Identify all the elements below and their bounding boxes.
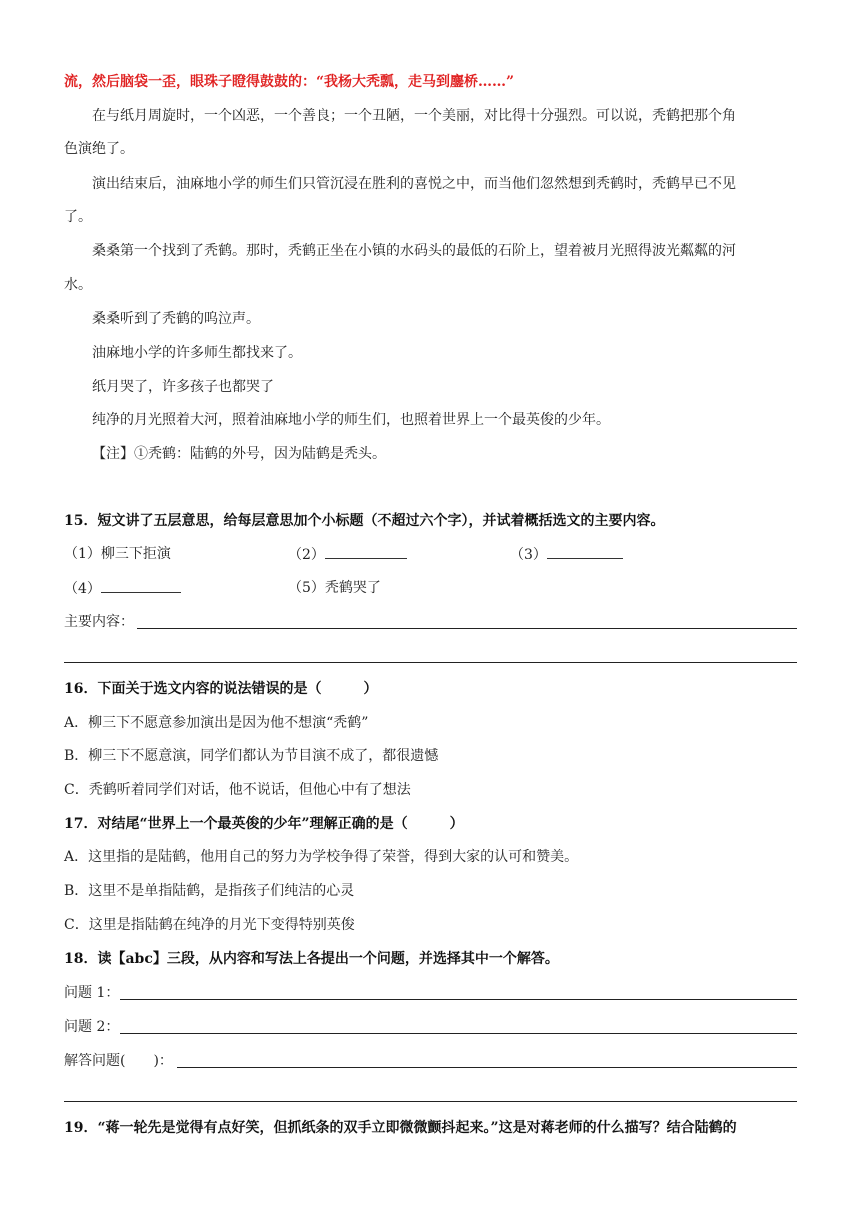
q17-option-c[interactable]: C．这里是指陆鹤在纯净的月光下变得特别英俊 bbox=[64, 917, 355, 933]
q18-answer-label: 解答问题( )： bbox=[64, 1053, 173, 1069]
q18-question-1-line[interactable] bbox=[120, 999, 797, 1000]
q15-answer-line-2[interactable] bbox=[64, 662, 797, 663]
q15-item-2-label: （2） bbox=[288, 547, 325, 563]
q15-item-4-label: （4） bbox=[64, 581, 101, 597]
q18-answer-line-2[interactable] bbox=[64, 1101, 797, 1102]
passage-paragraph-3: 桑桑第一个找到了秃鹤。那时，秃鹤正坐在小镇的水码头的最低的石阶上，望着被月光照得波光粼粼的河 bbox=[92, 243, 736, 259]
question-15-stem: 15．短文讲了五层意思，给每层意思加个小标题（不超过六个字），并试着概括选文的主要内容。 bbox=[64, 513, 665, 529]
passage-paragraph-6: 纸月哭了，许多孩子也都哭了 bbox=[92, 379, 274, 395]
q16-option-c[interactable]: C．秃鹤听着同学们对话，他不说话，但他心中有了想法 bbox=[64, 782, 411, 798]
q17-option-b[interactable]: B．这里不是单指陆鹤，是指孩子们纯洁的心灵 bbox=[64, 883, 355, 899]
q15-item-4 bbox=[64, 578, 181, 599]
passage-paragraph-5: 油麻地小学的许多师生都找来了。 bbox=[92, 345, 302, 361]
question-19-stem: 19．“蒋一轮先是觉得有点好笑，但抓纸条的双手立即微微颤抖起来。”这是对蒋老师的什么描写？结合陆鹤的 bbox=[64, 1120, 737, 1136]
question-16-stem: 16．下面关于选文内容的说法错误的是（ ） bbox=[64, 681, 378, 697]
passage-paragraph-3-cont: 水。 bbox=[64, 277, 92, 293]
passage-paragraph-2-cont: 了。 bbox=[64, 209, 92, 225]
q15-item-4-blank[interactable] bbox=[101, 578, 181, 593]
passage-note: 【注】①秃鹤：陆鹤的外号，因为陆鹤是秃头。 bbox=[92, 446, 386, 462]
q16-option-b[interactable]: B．柳三下不愿意演，同学们都认为节目演不成了，都很遗憾 bbox=[64, 748, 439, 764]
q18-question-1-label: 问题 1： bbox=[64, 985, 120, 1001]
passage-paragraph-4: 桑桑听到了秃鹤的呜泣声。 bbox=[92, 311, 260, 327]
q15-item-3-label: （3） bbox=[510, 547, 547, 563]
q15-item-3 bbox=[510, 544, 623, 565]
q16-option-a[interactable]: A．柳三下不愿意参加演出是因为他不想演“秃鹤” bbox=[64, 715, 369, 731]
q15-item-3-blank[interactable] bbox=[547, 544, 623, 559]
q15-main-content-label: 主要内容： bbox=[64, 614, 134, 630]
q15-item-5: （5）秃鹤哭了 bbox=[288, 580, 381, 596]
passage-paragraph-1: 在与纸月周旋时，一个凶恶，一个善良；一个丑陋，一个美丽，对比得十分强烈。可以说，秃鹤把那个角 bbox=[92, 108, 736, 124]
q15-item-2-blank[interactable] bbox=[325, 544, 407, 559]
passage-paragraph-2: 演出结束后，油麻地小学的师生们只管沉浸在胜利的喜悦之中，而当他们忽然想到秃鹤时，秃鹤早已不见 bbox=[92, 176, 736, 192]
q15-answer-line-1[interactable] bbox=[137, 628, 797, 629]
passage-paragraph-7: 纯净的月光照着大河，照着油麻地小学的师生们，也照着世界上一个最英俊的少年。 bbox=[92, 412, 610, 428]
q18-question-2-line[interactable] bbox=[120, 1033, 797, 1034]
q17-option-a[interactable]: A．这里指的是陆鹤，他用自己的努力为学校争得了荣誉，得到大家的认可和赞美。 bbox=[64, 849, 579, 865]
q18-answer-line-1[interactable] bbox=[177, 1067, 797, 1068]
highlighted-passage-line: 流，然后脑袋一歪，眼珠子瞪得鼓鼓的：“我杨大秃瓢，走马到鏖桥……” bbox=[64, 74, 515, 90]
q15-item-2 bbox=[288, 544, 407, 565]
question-17-stem: 17．对结尾“世界上一个最英俊的少年”理解正确的是（ ） bbox=[64, 816, 464, 832]
passage-paragraph-1-cont: 色演绝了。 bbox=[64, 141, 134, 157]
q15-item-1: （1）柳三下拒演 bbox=[64, 546, 171, 562]
q18-question-2-label: 问题 2： bbox=[64, 1019, 120, 1035]
question-18-stem: 18．读【abc】三段，从内容和写法上各提出一个问题，并选择其中一个解答。 bbox=[64, 951, 559, 967]
